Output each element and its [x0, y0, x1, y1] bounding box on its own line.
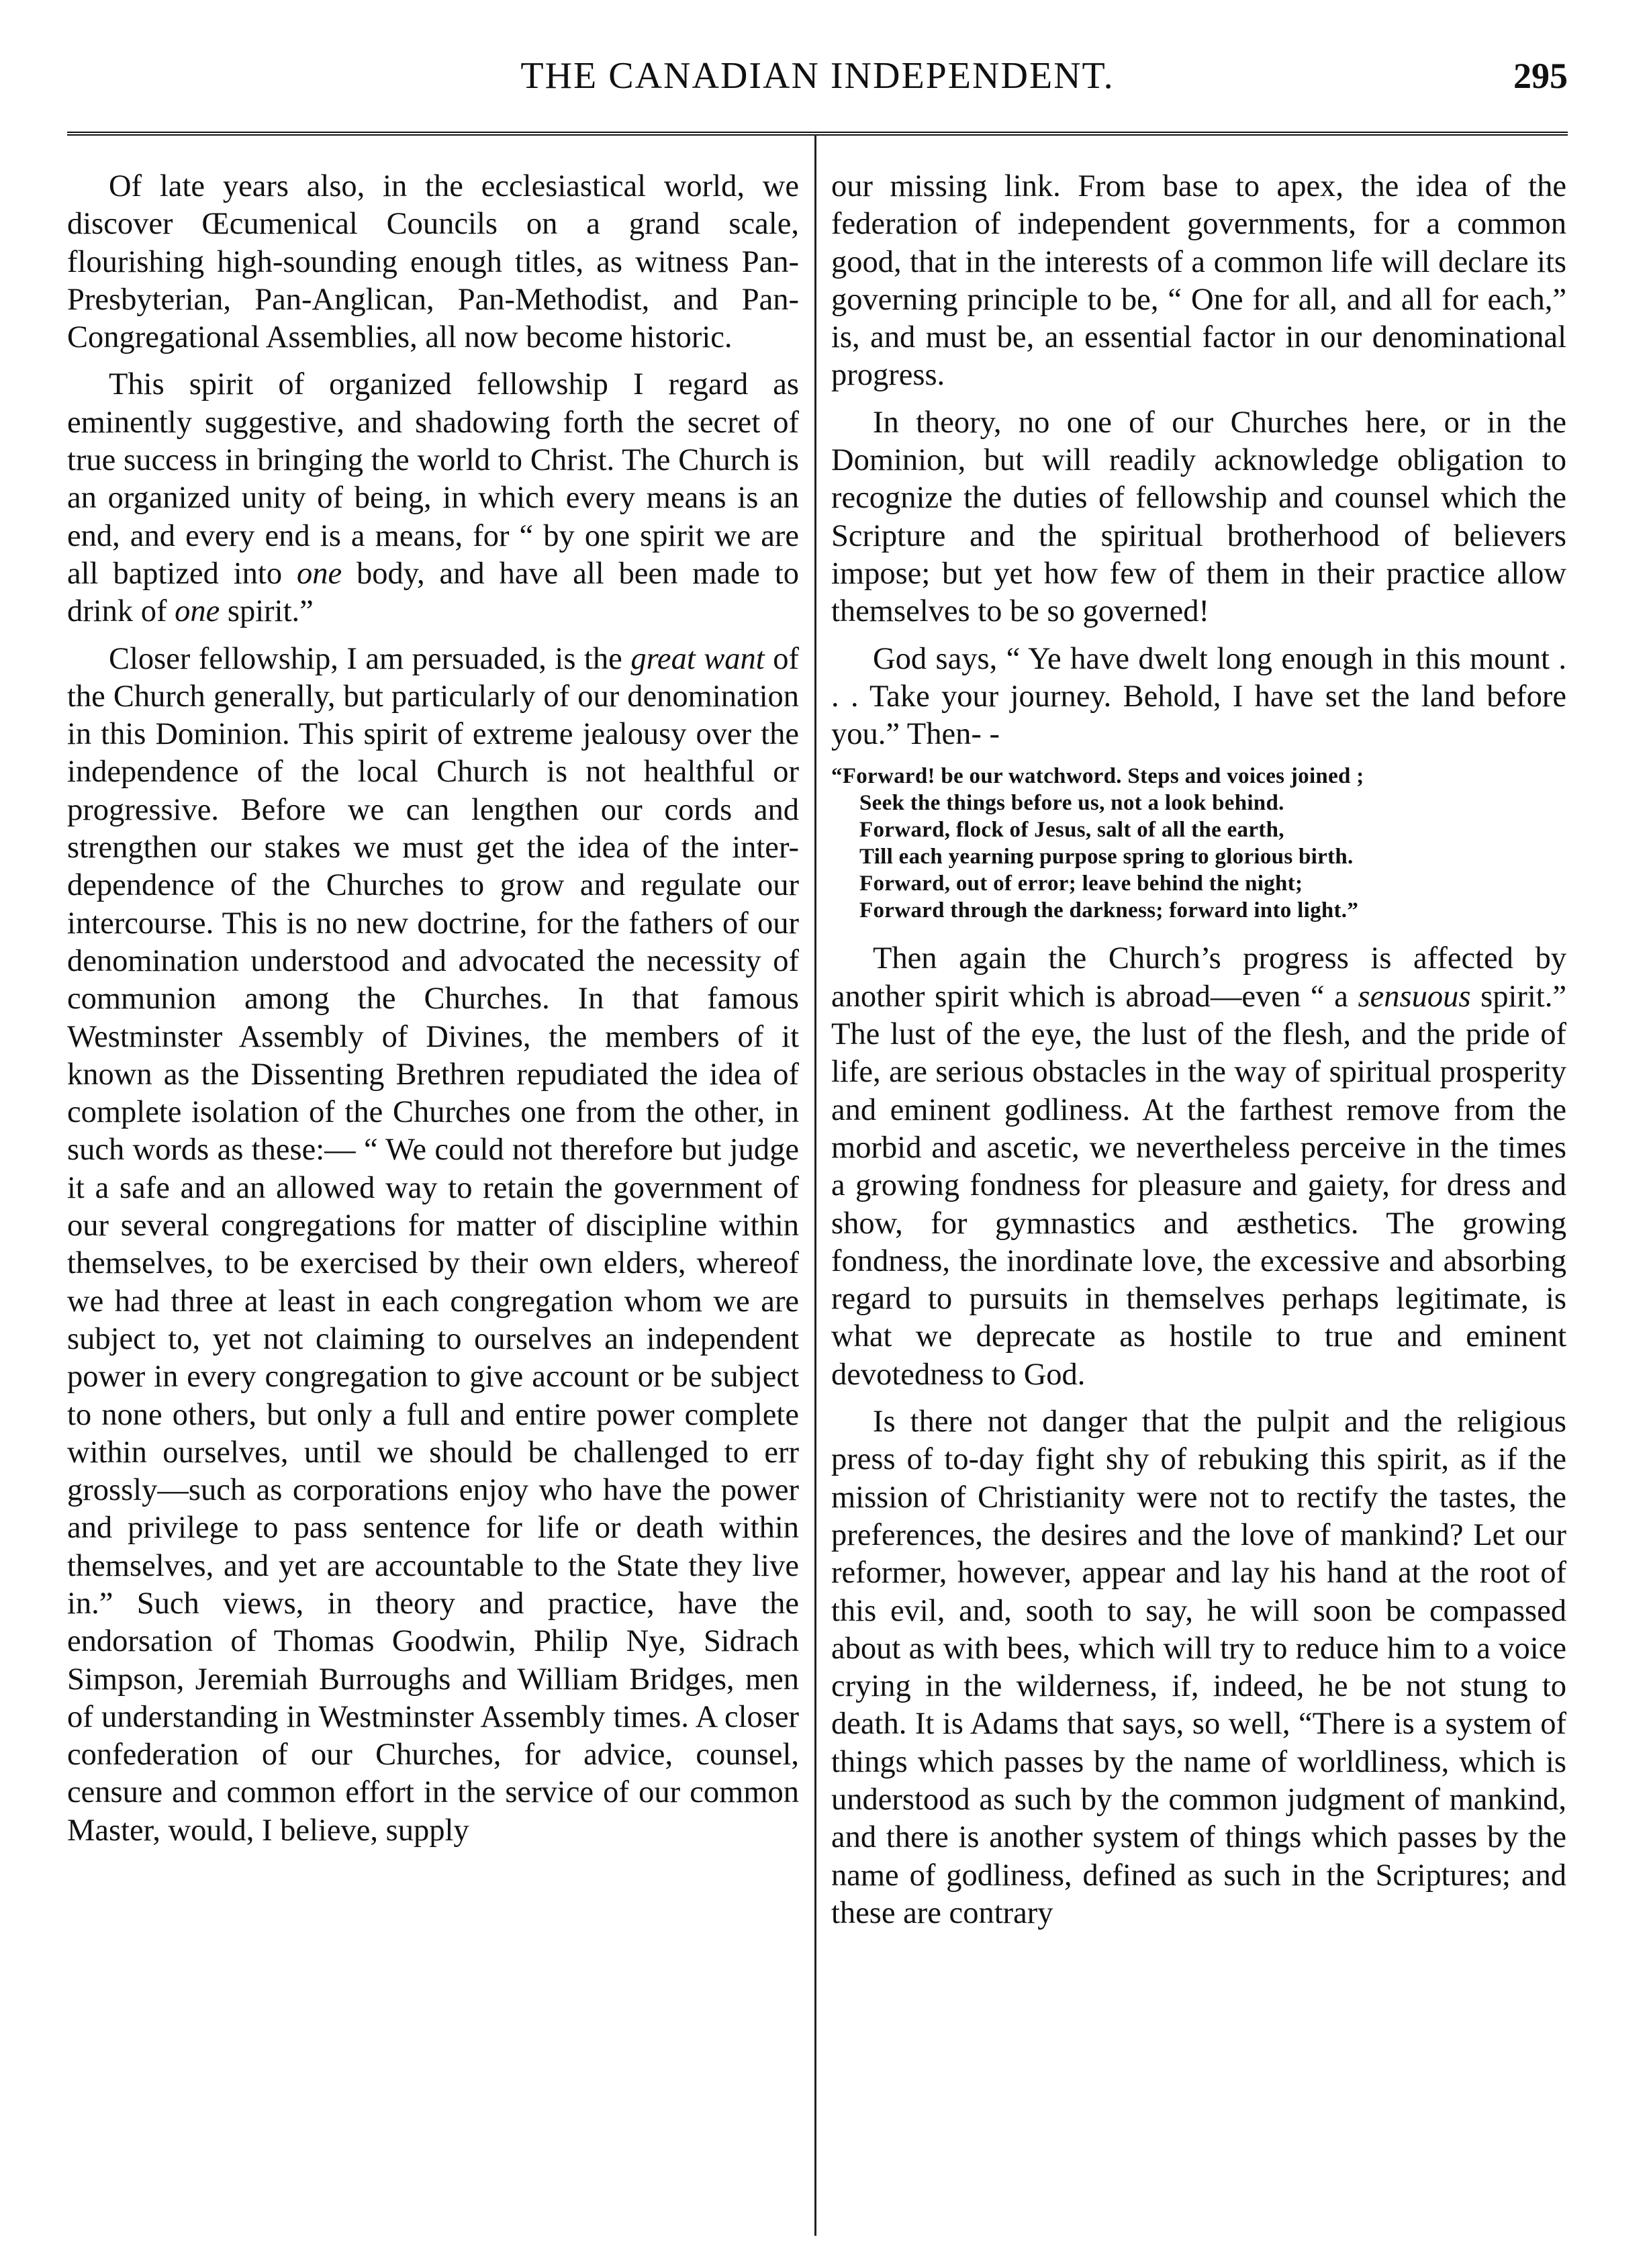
hymn-quotation	[831, 763, 1566, 924]
right-column	[831, 168, 1566, 2242]
paragraph: God says, “ Ye have dwelt long enough in this mount . . . Take your journey. Behold, I have set the land before you.” Then- -	[831, 641, 1566, 752]
paragraph: In theory, no one of our Churches here, or in the Dominion, but will readily acknowledge obligation to recognize the duties of fellowship and counsel which the Scripture and the spiritual brotherhood of believers impose; but yet how few of them in their practice allow themselves to be so governed!	[831, 405, 1566, 629]
paragraph: Closer fellowship, I am persuaded, is the great want of the Church generally, but particularly of our denomination in this Dominion. This spirit of extreme jealousy over the independence of the local Church is not healthful or progressive. Before we can lengthen our cords and strengthen our stakes we must get the idea of the inter-dependence of the Churches to grow and regulate our intercourse. This is no new doctrine, for the fathers of our denomination understood and advocated the necessity of communion among the Churches. In that famous Westminster Assembly of Divines, the members of it known as the Dissenting Brethren repudiated the idea of complete isolation of the Churches one from the other, in such words as these:— “ We could not therefore but judge it a safe and an allowed way to retain the government of our several congregations for matter of discipline within themselves, to be exercised by their own elders, whereof we had three at least in each congregation whom we are subject to, yet not claiming to ourselves an independent power in every congregation to give account or be subject to none others, but only a full and entire power complete within ourselves, until we should be challenged to err grossly—such as corporations enjoy who have the power and privilege to pass sentence for life or death within themselves, and yet are accountable to the State they live in.” Such views, in theory and practice, have the endorsation of Thomas Goodwin, Philip Nye, Sidrach Simpson, Jeremiah Burroughs and William Bridges, men of understanding in Westminster Assembly times. A closer confederation of our Churches, for advice, counsel, censure and common effort in the service of our common Master, would, I believe, supply	[67, 641, 799, 1848]
poem-line: Forward, flock of Jesus, salt of all the earth,	[859, 818, 1284, 843]
poem-line: Forward through the darkness; forward into light.”	[859, 898, 1359, 923]
column-divider	[814, 134, 816, 2236]
paragraph: Of late years also, in the ecclesiastical world, we discover Œcumenical Councils on a grand scale, flourishing high-sounding enough titles, as witness Pan-Presbyterian, Pan-Anglican, Pan-Methodist, and Pan-Congregational Assemblies, all now become historic.	[67, 169, 799, 355]
header-rule	[67, 132, 1568, 136]
running-title: THE CANADIAN INDEPENDENT.	[520, 55, 1115, 97]
paragraph: Then again the Church’s progress is affected by another spirit which is abroad—even “ a sensuous spirit.” The lust of the eye, the lust of the flesh, and the pride of life, are serious obstacles in the way of spiritual prosperity and eminent godliness. At the farthest remove from the morbid and ascetic, we nevertheless perceive in the times a growing fondness for pleasure and gaiety, for dress and show, for gymnastics and æsthetics. The growing fondness, the inordinate love, the excessive and absorbing regard to pursuits in themselves perhaps legitimate, is what we deprecate as hostile to true and eminent devotedness to God.	[831, 941, 1566, 1392]
poem-line: Till each yearning purpose spring to glorious birth.	[859, 845, 1354, 869]
page-number: 295	[1513, 56, 1568, 96]
poem-line: Forward, out of error; leave behind the night;	[859, 871, 1303, 896]
paragraph: our missing link. From base to apex, the idea of the federation of independent governments, for a common good, that in the interests of a common life will declare its governing principle to be, “ One for all, and all for each,” is, and must be, an essential factor in our denominational progress.	[831, 169, 1566, 393]
poem-line: Seek the things before us, not a look behind.	[859, 791, 1284, 816]
poem-line: “Forward! be our watchword. Steps and voices joined ;	[831, 764, 1364, 789]
paragraph: This spirit of organized fellowship I regard as eminently suggestive, and shadowing forth the secret of true success in bringing the world to Christ. The Church is an organized unity of being, in which every means is an end, and every end is a means, for “ by one spirit we are all baptized into one body, and have all been made to drink of one spirit.”	[67, 367, 799, 629]
left-column	[67, 168, 799, 2242]
paragraph: Is there not danger that the pulpit and the religious press of to-day fight shy of rebuking this spirit, as if the mission of Christianity were not to rectify the tastes, the preferences, the desires and the love of mankind? Let our reformer, however, appear and lay his hand at the root of this evil, and, sooth to say, he will soon be compassed about as with bees, which will try to reduce him to a voice crying in the wilderness, if, indeed, he be not stung to death. It is Adams that says, so well, “There is a system of things which passes by the name of worldliness, which is understood as such by the common judgment of mankind, and there is another system of things which passes by the name of godliness, defined as such in the Scriptures; and these are contrary	[831, 1405, 1566, 1930]
page-header	[67, 47, 1568, 107]
